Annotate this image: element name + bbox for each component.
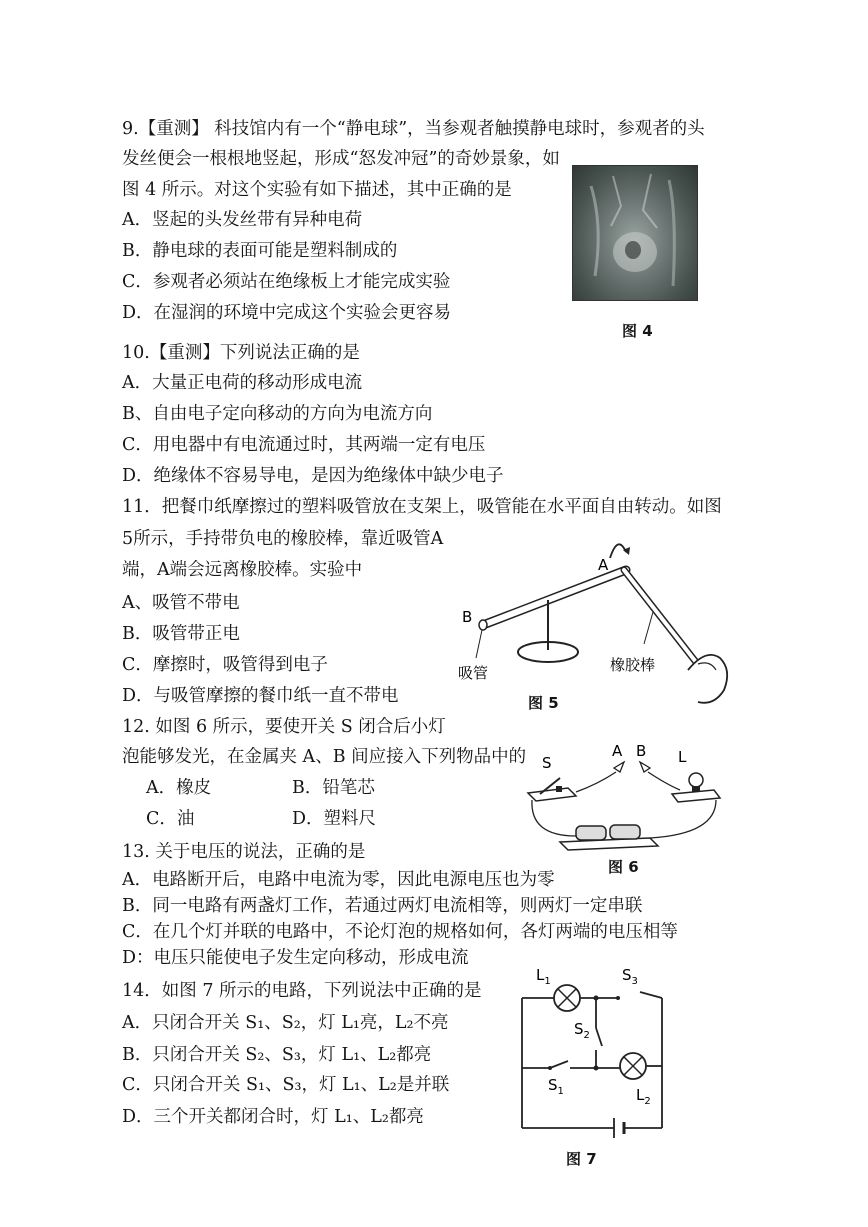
straw-body <box>483 570 626 625</box>
fig7-label-s3: $S_3$ <box>622 966 638 987</box>
q14-stem: 14．如图 7 所示的电路，下列说法中正确的是 <box>122 981 482 1001</box>
figure-7-circuit <box>512 958 672 1148</box>
lamp-bulb <box>689 773 703 787</box>
junction-top <box>594 996 599 1001</box>
switch-s3-pivot <box>616 996 620 1000</box>
static-ball-photo-texture <box>573 166 697 300</box>
q11-option-a: A、吸管不带电 <box>122 593 240 613</box>
q11-stem-line2: 5所示，手持带负电的橡胶棒，靠近吸管A <box>122 529 444 549</box>
q9-stem-line1: 9.【重测】 科技馆内有一个“静电球”，当参观者触摸静电球时，参观者的头 <box>122 119 705 139</box>
figure-5-diagram <box>448 530 738 720</box>
q12-option-d: D．塑料尺 <box>292 809 377 829</box>
rotation-arrow <box>610 544 626 558</box>
q11-option-c: C．摩擦时，吸管得到电子 <box>122 655 328 675</box>
figure-6-caption: 图 6 <box>608 858 639 876</box>
figure-5-caption: 图 5 <box>528 694 559 712</box>
fig6-label-l: L <box>678 748 687 766</box>
fig5-label-b: B <box>462 608 473 626</box>
fig5-label-straw: 吸管 <box>458 664 489 682</box>
q14-option-d: D．三个开关都闭合时，灯 L₁、L₂都亮 <box>122 1107 424 1127</box>
fig7-label-s1: $S_1$ <box>548 1076 564 1097</box>
fig6-label-a: A <box>612 742 623 760</box>
q14-option-c: C．只闭合开关 S₁、S₃，灯 L₁、L₂是并联 <box>122 1075 450 1095</box>
q9-option-d: D．在湿润的环境中完成这个实验会更容易 <box>122 303 452 323</box>
clip-a <box>614 762 624 772</box>
q9-stem-line3: 图 4 所示。对这个实验有如下描述，其中正确的是 <box>122 180 512 200</box>
q9-option-a: A．竖起的头发丝带有异种电荷 <box>122 210 363 230</box>
battery-cell-2 <box>610 825 640 839</box>
wire-switch-to-battery <box>532 800 576 836</box>
q9-option-b: B．静电球的表面可能是塑料制成的 <box>122 241 398 261</box>
q13-option-b: B．同一电路有两盏灯工作，若通过两灯电流相等，则两灯一定串联 <box>122 896 643 916</box>
figure-6-diagram <box>520 738 730 858</box>
q11-stem-line3: 端，A端会远离橡胶棒。实验中 <box>122 560 363 580</box>
q12-option-c: C．油 <box>146 809 195 829</box>
q13-option-c: C．在几个灯并联的电路中，不论灯泡的规格如何，各灯两端的电压相等 <box>122 922 678 942</box>
straw-end-b <box>479 620 487 630</box>
switch-s1-pivot <box>548 1066 552 1070</box>
q12-option-a: A．橡皮 <box>146 778 212 798</box>
q13-stem: 13. 关于电压的说法，正确的是 <box>122 842 366 862</box>
clip-b <box>640 762 650 772</box>
switch-s1-blade <box>550 1061 568 1068</box>
figure-7-caption: 图 7 <box>566 1150 597 1168</box>
q9-option-c: C．参观者必须站在绝缘板上才能完成实验 <box>122 272 451 292</box>
q13-option-a: A．电路断开后，电路中电流为零，因此电源电压也为零 <box>122 870 555 890</box>
fig5-label-a: A <box>598 556 609 574</box>
q12-stem-line2: 泡能够发光，在金属夹 A、B 间应接入下列物品中的 <box>122 747 527 767</box>
fig6-label-s: S <box>542 754 552 772</box>
switch-contact <box>556 786 562 792</box>
q14-option-a: A．只闭合开关 S₁、S₂，灯 L₁亮，L₂不亮 <box>122 1013 449 1033</box>
switch-s3-blade <box>640 992 662 998</box>
fig5-label-rod: 橡胶棒 <box>610 656 656 674</box>
q10-stem: 10.【重测】下列说法正确的是 <box>122 343 360 363</box>
straw-leader-line <box>476 630 482 658</box>
fig7-label-s2: $S_2$ <box>574 1020 590 1041</box>
q10-option-d: D．绝缘体不容易导电，是因为绝缘体中缺少电子 <box>122 466 504 486</box>
battery-base <box>560 838 658 850</box>
fig7-label-l2: $L_2$ <box>636 1086 651 1107</box>
figure-4-caption: 图 4 <box>622 322 653 340</box>
q13-option-d: D：电压只能使电子发生定向移动，形成电流 <box>122 948 469 968</box>
q10-option-c: C．用电器中有电流通过时，其两端一定有电压 <box>122 435 486 455</box>
rod-leader-line <box>644 612 653 644</box>
q11-option-b: B．吸管带正电 <box>122 624 240 644</box>
q11-stem-line1: 11．把餐巾纸摩擦过的塑料吸管放在支架上，吸管能在水平面自由转动。如图 <box>122 497 722 517</box>
q14-option-b: B．只闭合开关 S₂、S₃，灯 L₁、L₂都亮 <box>122 1045 432 1065</box>
figure-4-photo <box>572 165 698 301</box>
fig6-label-b: B <box>636 742 647 760</box>
wire-to-clip-a <box>576 772 616 792</box>
fig7-label-l1: $L_1$ <box>536 966 551 987</box>
q12-option-b: B．铅笔芯 <box>292 778 375 798</box>
q11-option-d: D．与吸管摩擦的餐巾纸一直不带电 <box>122 686 399 706</box>
battery-cell-1 <box>576 826 606 840</box>
wire-clip-b-to-lamp <box>648 772 680 790</box>
q10-option-a: A．大量正电荷的移动形成电流 <box>122 373 363 393</box>
switch-s2-blade <box>596 1028 602 1046</box>
lamp-socket <box>692 786 700 792</box>
q9-stem-line2: 发丝便会一根根地竖起，形成“怒发冲冠”的奇妙景象，如 <box>122 149 560 169</box>
switch-base <box>528 788 576 801</box>
wire-lamp-to-battery <box>650 800 716 838</box>
q10-option-b: B、自由电子定向移动的方向为电流方向 <box>122 404 433 424</box>
q12-stem-line1: 12. 如图 6 所示，要使开关 S 闭合后小灯 <box>122 717 446 737</box>
